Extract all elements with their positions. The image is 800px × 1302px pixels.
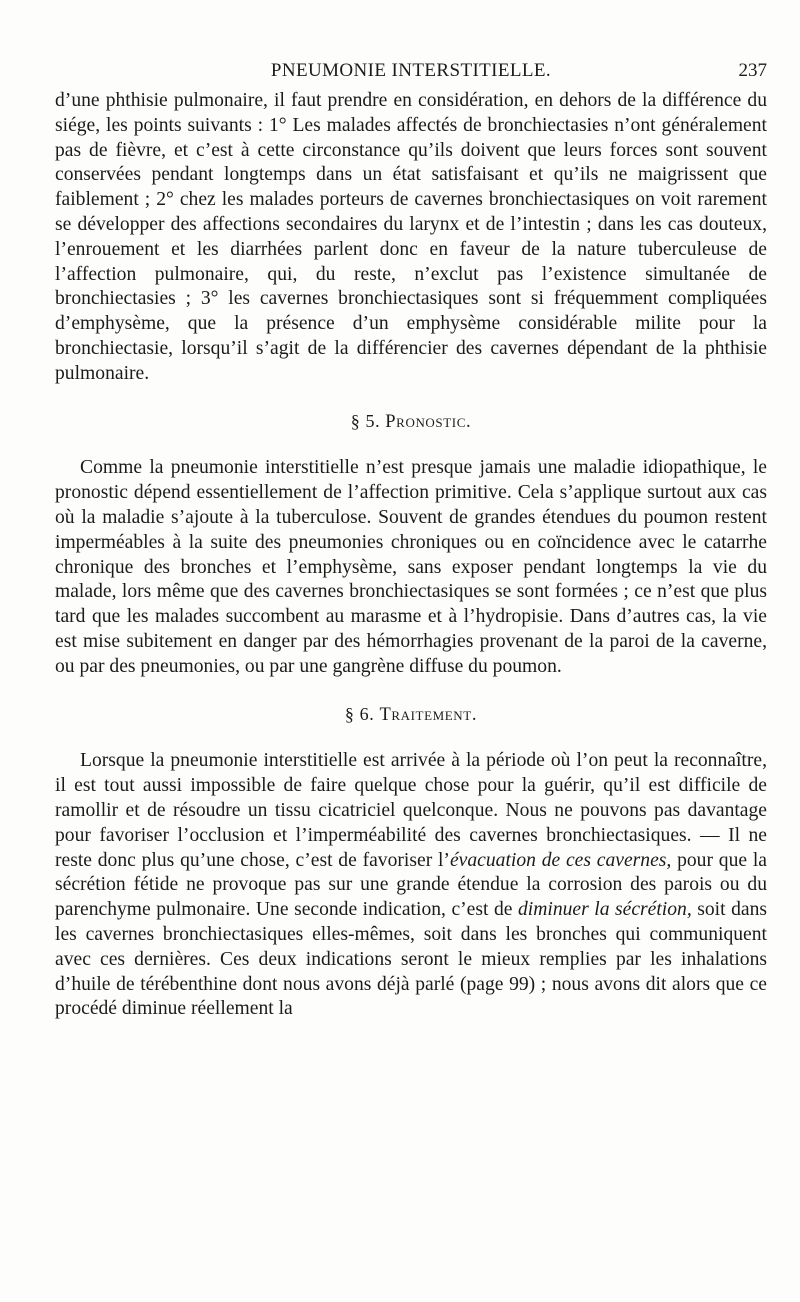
italic-phrase: évacuation de ces cavernes, (449, 849, 672, 871)
section-heading-pronostic (55, 409, 767, 435)
text-run: Lorsque la pneumonie interstitielle est arrivée à la période où l’on peut la reconnaître, il est tout aussi impossible de faire quelque chose pour la guérir, qu’il est difficile de ramollir et de résoudre un tissu cicatriciel quelconque. Nous ne pouvons pas davantage pour favoriser l’occlusion et l’imperméabilité des cavernes bronchiectasiques. — Il ne reste donc plus qu’une chose, c’est de favoriser l’ (55, 750, 767, 871)
text-run: soit dans les cavernes bronchiectasiques elles-mêmes, soit dans les bronches qui communiquent avec ces dernières. Ces deux indications seront le mieux remplies par les inhalations d’huile de térébenthine dont nous avons déjà parlé (page 99) ; nous avons dit alors que ce procédé diminue réellement la (55, 899, 767, 1020)
page-number: 237 (738, 60, 767, 81)
paragraph-pronostic: Comme la pneumonie interstitielle n’est presque jamais une maladie idiopathique, le pronostic dépend essentiellement de l’affection primitive. Cela s’applique surtout aux cas où la maladie s’ajoute à la tuberculose. Souvent de grandes étendues du poumon restent imperméables à la suite des pneumonies chroniques ou en coïncidence avec le catarrhe chronique des bronches et l’emphysème, sans exposer pendant longtemps la vie du malade, lors même que des cavernes bronchiectasiques se sont formées ; ce n’est que plus tard que les malades succombent au marasme et à l’hydropisie. Dans d’autres cas, la vie est mise subitement en danger par des hémorrhagies provenant de la paroi de la caverne, ou par des pneumonies, ou par une gangrène diffuse du poumon. (55, 457, 767, 677)
paragraph-traitement (55, 749, 767, 1022)
section-number: § 6. (344, 703, 375, 724)
running-title: PNEUMONIE INTERSTITIELLE. (270, 60, 552, 81)
section-number: § 5. (350, 410, 381, 431)
italic-phrase: diminuer la sécrétion, (517, 899, 692, 921)
paragraph-continuation: d’une phthisie pulmonaire, il faut prendre en considération, en dehors de la différence du siége, les points suivants : 1° Les malades affectés de bronchiectasies n’ont généralement pas de fièvre, et c’est à cette circonstance qu’ils doivent que leurs forces sont souvent conservées pendant longtemps dans un état satisfaisant et qu’ils ne maigrissent que faiblement ; 2° chez les malades porteurs de cavernes bronchiectasiques on voit rarement se développer des affections secondaires du larynx et de l’intestin ; dans les cas douteux, l’enrouement et les diarrhées parlent donc en faveur de la nature tuberculeuse de l’affection pulmonaire, qui, du reste, n’exclut pas l’existence simultanée de bronchiectasies ; 3° les cavernes bronchiectasiques sont si fréquemment compliquées d’emphysème, que la présence d’un emphysème considérable milite pour la bronchiectasie, lorsqu’il s’agit de la différencier des cavernes dépendant de la phthisie pulmonaire. (55, 90, 767, 384)
body-text (55, 89, 767, 1022)
section-title: Pronostic. (385, 411, 472, 432)
section-heading-traitement (55, 702, 767, 728)
page-header (55, 58, 767, 84)
text-run: pour que la sécrétion fétide ne provoque pas sur une grande étendue la corrosion des parois ou du parenchyme pulmonaire. Une seconde indication, c’est de (55, 849, 767, 921)
section-title: Traitement. (379, 704, 478, 725)
